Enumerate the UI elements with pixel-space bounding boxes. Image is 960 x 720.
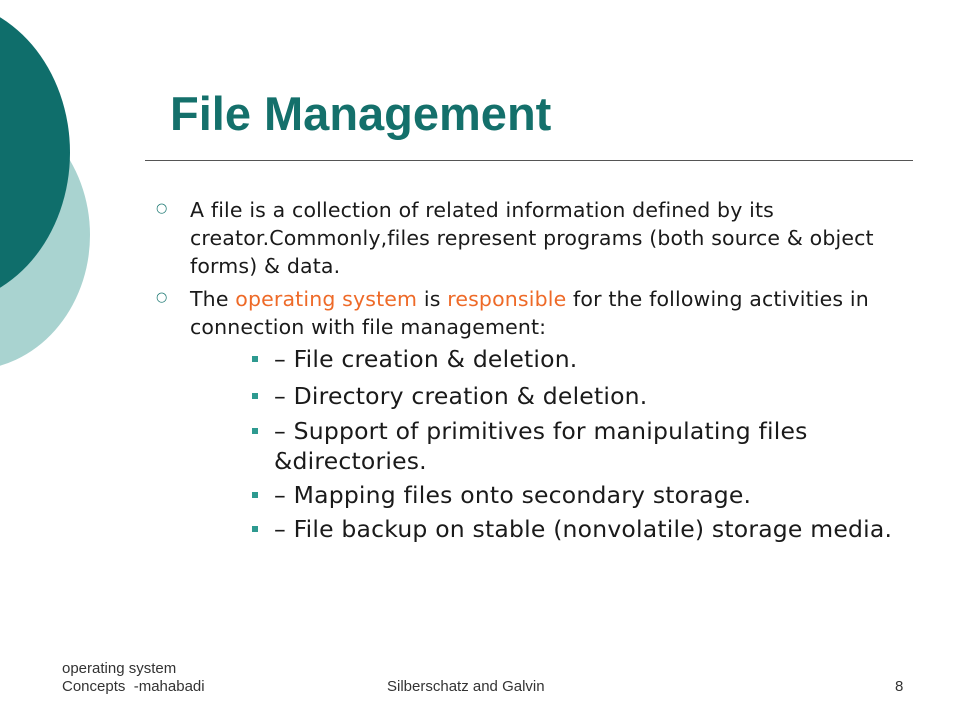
square-bullet-icon (252, 492, 258, 498)
sub-item-text: – File creation & deletion. (274, 345, 578, 373)
title-divider (145, 160, 913, 161)
page-number: 8 (895, 678, 904, 695)
bullet-text-pre: The (190, 287, 236, 311)
sub-item-file-creation (274, 344, 914, 374)
bullet-file-definition (156, 196, 920, 280)
circle-bullet-icon: ○ (156, 290, 168, 305)
footer-course-label (62, 660, 205, 696)
footer-left-line1: operating system (62, 660, 177, 677)
bullet-text: A file is a collection of related information defined by its creator.Commonly,files represent programs (both source & object forms) & data. (190, 198, 874, 278)
sub-item-directory-creation (274, 381, 914, 411)
sub-item-file-backup (274, 514, 914, 544)
bullet-text-mid: is (417, 287, 448, 311)
bullet-os-responsibility (156, 285, 920, 341)
square-bullet-icon (252, 356, 258, 362)
square-bullet-icon (252, 393, 258, 399)
sub-item-text: – Directory creation & deletion. (274, 382, 648, 410)
footer-left-line2: Concepts -mahabadi (62, 678, 205, 695)
square-bullet-icon (252, 428, 258, 434)
highlight-operating-system: operating system (235, 287, 418, 311)
sub-item-primitives-support (274, 416, 914, 476)
circle-bullet-icon: ○ (156, 201, 168, 216)
sub-item-text: – Mapping files onto secondary storage. (274, 481, 752, 509)
highlight-responsible: responsible (447, 287, 567, 311)
sub-item-text: – Support of primitives for manipulating files &directories. (274, 417, 808, 475)
sub-item-mapping-files (274, 480, 914, 510)
sub-item-text: – File backup on stable (nonvolatile) storage media. (274, 515, 893, 543)
slide-title: File Management (170, 87, 552, 140)
square-bullet-icon (252, 526, 258, 532)
bullet-text-post: for the following activities in connection with file management: (190, 287, 869, 339)
footer-authors: Silberschatz and Galvin (387, 678, 545, 695)
